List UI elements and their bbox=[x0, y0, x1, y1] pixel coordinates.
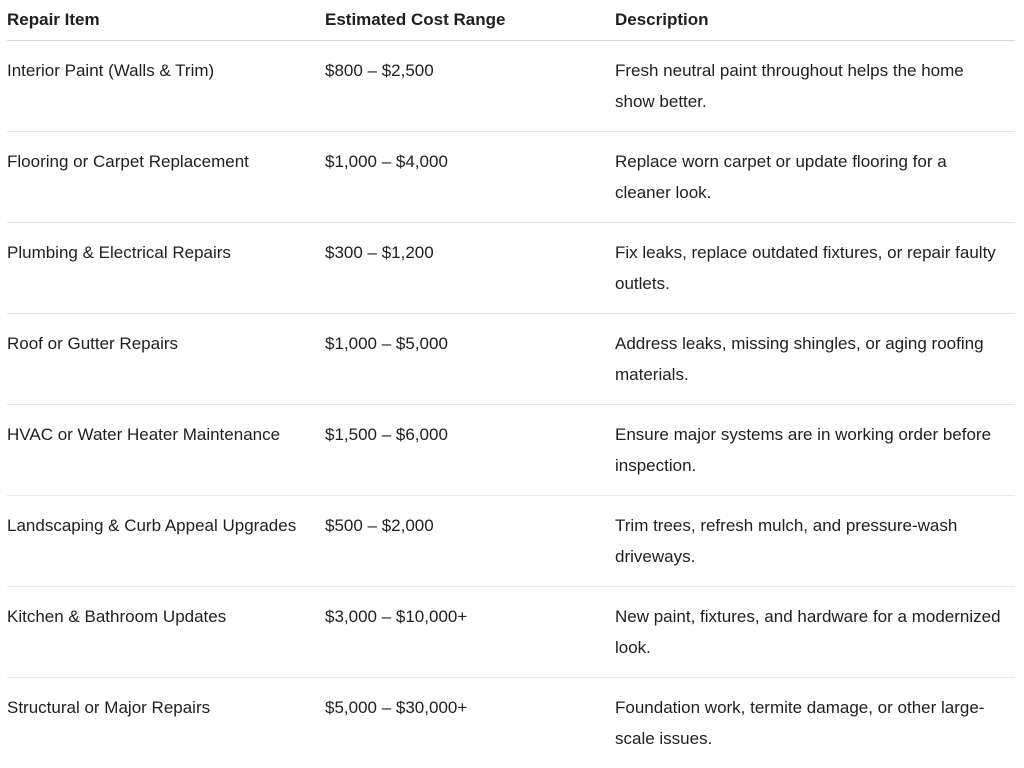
table-row bbox=[7, 132, 1015, 223]
header-row bbox=[7, 0, 1015, 41]
repair-item-text: HVAC or Water Heater Maintenance bbox=[7, 419, 325, 450]
table-row bbox=[7, 223, 1015, 314]
repair-item-cell bbox=[7, 678, 325, 768]
repair-cost-table bbox=[7, 0, 1015, 768]
header-estimated-cost-range: Estimated Cost Range bbox=[325, 0, 615, 41]
repair-item-text: Kitchen & Bathroom Updates bbox=[7, 601, 325, 632]
repair-item-cell bbox=[7, 41, 325, 132]
description-cell bbox=[615, 587, 1015, 678]
repair-item-text: Structural or Major Repairs bbox=[7, 692, 325, 723]
description-cell bbox=[615, 41, 1015, 132]
cost-range-text: $300 – $1,200 bbox=[325, 237, 615, 268]
cost-range-text: $800 – $2,500 bbox=[325, 55, 615, 86]
repair-item-cell bbox=[7, 314, 325, 405]
table-row bbox=[7, 405, 1015, 496]
repair-item-cell bbox=[7, 496, 325, 587]
cost-range-cell bbox=[325, 678, 615, 768]
repair-item-cell bbox=[7, 587, 325, 678]
table-row bbox=[7, 587, 1015, 678]
cost-range-text: $1,000 – $4,000 bbox=[325, 146, 615, 177]
cost-range-text: $1,500 – $6,000 bbox=[325, 419, 615, 450]
table-row bbox=[7, 678, 1015, 768]
table-body bbox=[7, 41, 1015, 768]
table-row bbox=[7, 41, 1015, 132]
repair-item-text: Interior Paint (Walls & Trim) bbox=[7, 55, 325, 86]
cost-range-cell bbox=[325, 405, 615, 496]
description-cell bbox=[615, 223, 1015, 314]
description-text: Fresh neutral paint throughout helps the home show better. bbox=[615, 55, 1015, 117]
description-text: Foundation work, termite damage, or other large-scale issues. bbox=[615, 692, 1015, 754]
repair-item-text: Flooring or Carpet Replacement bbox=[7, 146, 325, 177]
repair-item-text: Landscaping & Curb Appeal Upgrades bbox=[7, 510, 325, 541]
cost-range-cell bbox=[325, 41, 615, 132]
repair-item-text: Plumbing & Electrical Repairs bbox=[7, 237, 325, 268]
cost-range-cell bbox=[325, 587, 615, 678]
cost-range-text: $1,000 – $5,000 bbox=[325, 328, 615, 359]
description-text: Trim trees, refresh mulch, and pressure-wash driveways. bbox=[615, 510, 1015, 572]
table-header bbox=[7, 0, 1015, 41]
cost-range-cell bbox=[325, 223, 615, 314]
description-text: Fix leaks, replace outdated fixtures, or repair faulty outlets. bbox=[615, 237, 1015, 299]
description-cell bbox=[615, 132, 1015, 223]
description-text: Address leaks, missing shingles, or aging roofing materials. bbox=[615, 328, 1015, 390]
description-text: Replace worn carpet or update flooring for a cleaner look. bbox=[615, 146, 1015, 208]
table-row bbox=[7, 496, 1015, 587]
cost-range-text: $5,000 – $30,000+ bbox=[325, 692, 615, 723]
header-repair-item: Repair Item bbox=[7, 0, 325, 41]
description-cell bbox=[615, 496, 1015, 587]
repair-item-cell bbox=[7, 405, 325, 496]
cost-range-text: $3,000 – $10,000+ bbox=[325, 601, 615, 632]
table-row bbox=[7, 314, 1015, 405]
cost-range-cell bbox=[325, 314, 615, 405]
description-text: New paint, fixtures, and hardware for a modernized look. bbox=[615, 601, 1015, 663]
repair-item-cell bbox=[7, 223, 325, 314]
cost-range-cell bbox=[325, 496, 615, 587]
cost-range-text: $500 – $2,000 bbox=[325, 510, 615, 541]
description-cell bbox=[615, 405, 1015, 496]
header-description: Description bbox=[615, 0, 1015, 41]
cost-range-cell bbox=[325, 132, 615, 223]
description-text: Ensure major systems are in working order before inspection. bbox=[615, 419, 1015, 481]
repair-item-text: Roof or Gutter Repairs bbox=[7, 328, 325, 359]
description-cell bbox=[615, 314, 1015, 405]
description-cell bbox=[615, 678, 1015, 768]
repair-item-cell bbox=[7, 132, 325, 223]
